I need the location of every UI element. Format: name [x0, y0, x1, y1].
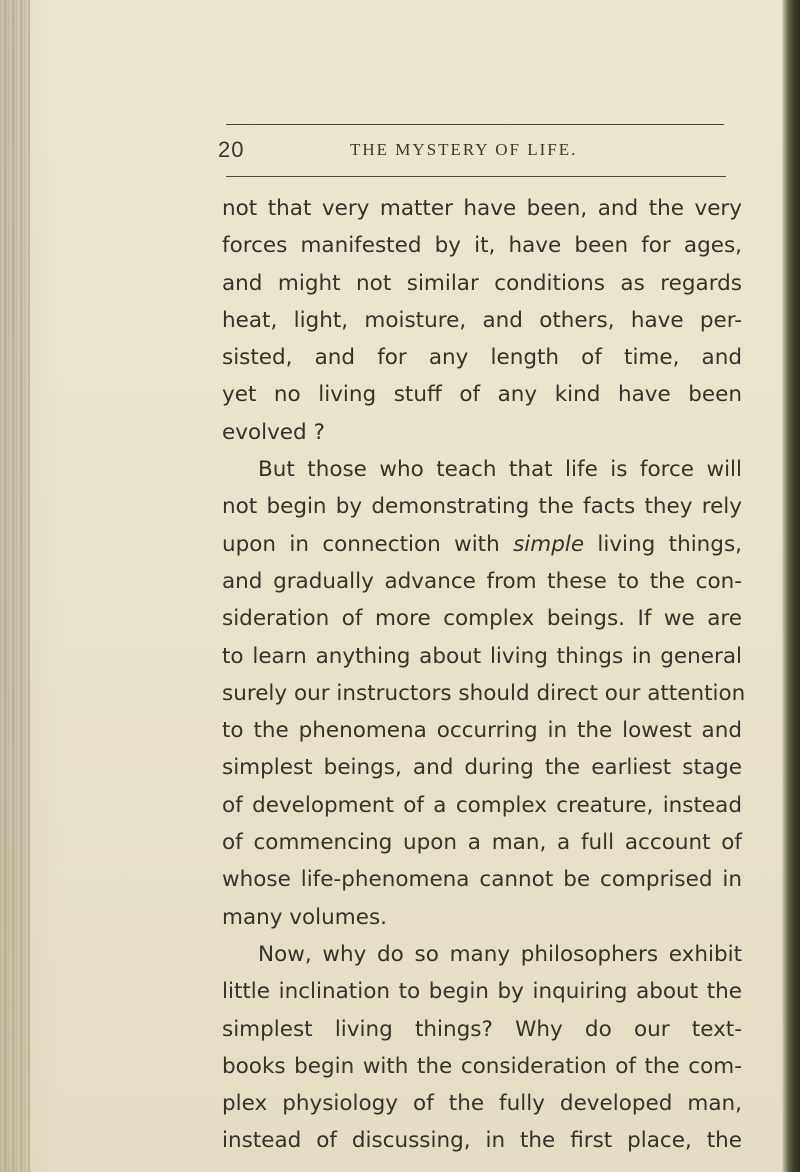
- running-head: THE MYSTERY OF LIFE.: [350, 140, 578, 159]
- text-line: heat, light, moisture, and others, have per-: [222, 307, 742, 333]
- text-line: forces manifested by it, have been for ages,: [222, 233, 742, 259]
- text-line: simplest beings, and during the earliest stage: [222, 755, 742, 781]
- text-line: instead of discussing, in the first place, the: [222, 1128, 742, 1154]
- text-line: plex physiology of the fully developed man,: [222, 1091, 742, 1117]
- paragraph-start-line: Now, why do so many philosophers exhibit: [258, 941, 742, 967]
- binding-edge: [0, 0, 30, 1172]
- page-number: 20: [218, 137, 245, 162]
- page-edge-shadow: [782, 0, 800, 1172]
- header-rule-top: [226, 124, 724, 125]
- text-line: evolved ?: [222, 419, 325, 445]
- text-line: sideration of more complex beings. If we are: [222, 606, 742, 632]
- text-line: upon in connection with simple living things,: [222, 531, 742, 557]
- text-line: of development of a complex creature, instead: [222, 792, 742, 818]
- text-line: to the phenomena occurring in the lowest and: [222, 718, 742, 744]
- text-line: and might not similar conditions as regards: [222, 270, 742, 296]
- text-line: books begin with the consideration of the com-: [222, 1053, 742, 1079]
- text-line: many volumes.: [222, 904, 387, 930]
- text-line: yet no living stuff of any kind have been: [222, 382, 742, 408]
- text-line: sisted, and for any length of time, and: [222, 345, 742, 371]
- text-line: and gradually advance from these to the con-: [222, 568, 742, 594]
- text-line: simplest living things? Why do our text-: [222, 1016, 742, 1042]
- emphasis-word: simple: [513, 531, 585, 557]
- text-line: of commencing upon a man, a full account of: [222, 830, 742, 856]
- text-line: not that very matter have been, and the very: [222, 196, 742, 221]
- text-line: not begin by demonstrating the facts they rely: [222, 494, 742, 520]
- text-line: little inclination to begin by inquiring about the: [222, 979, 742, 1005]
- text-line: to learn anything about living things in general: [222, 643, 742, 669]
- header-rule-bottom: [226, 176, 726, 177]
- text-line: surely our instructors should direct our attention: [222, 680, 746, 706]
- paragraph-start-line: But those who teach that life is force will: [258, 457, 742, 483]
- text-line: whose life-phenomena cannot be comprised in: [222, 867, 742, 893]
- body-text: [222, 190, 746, 1160]
